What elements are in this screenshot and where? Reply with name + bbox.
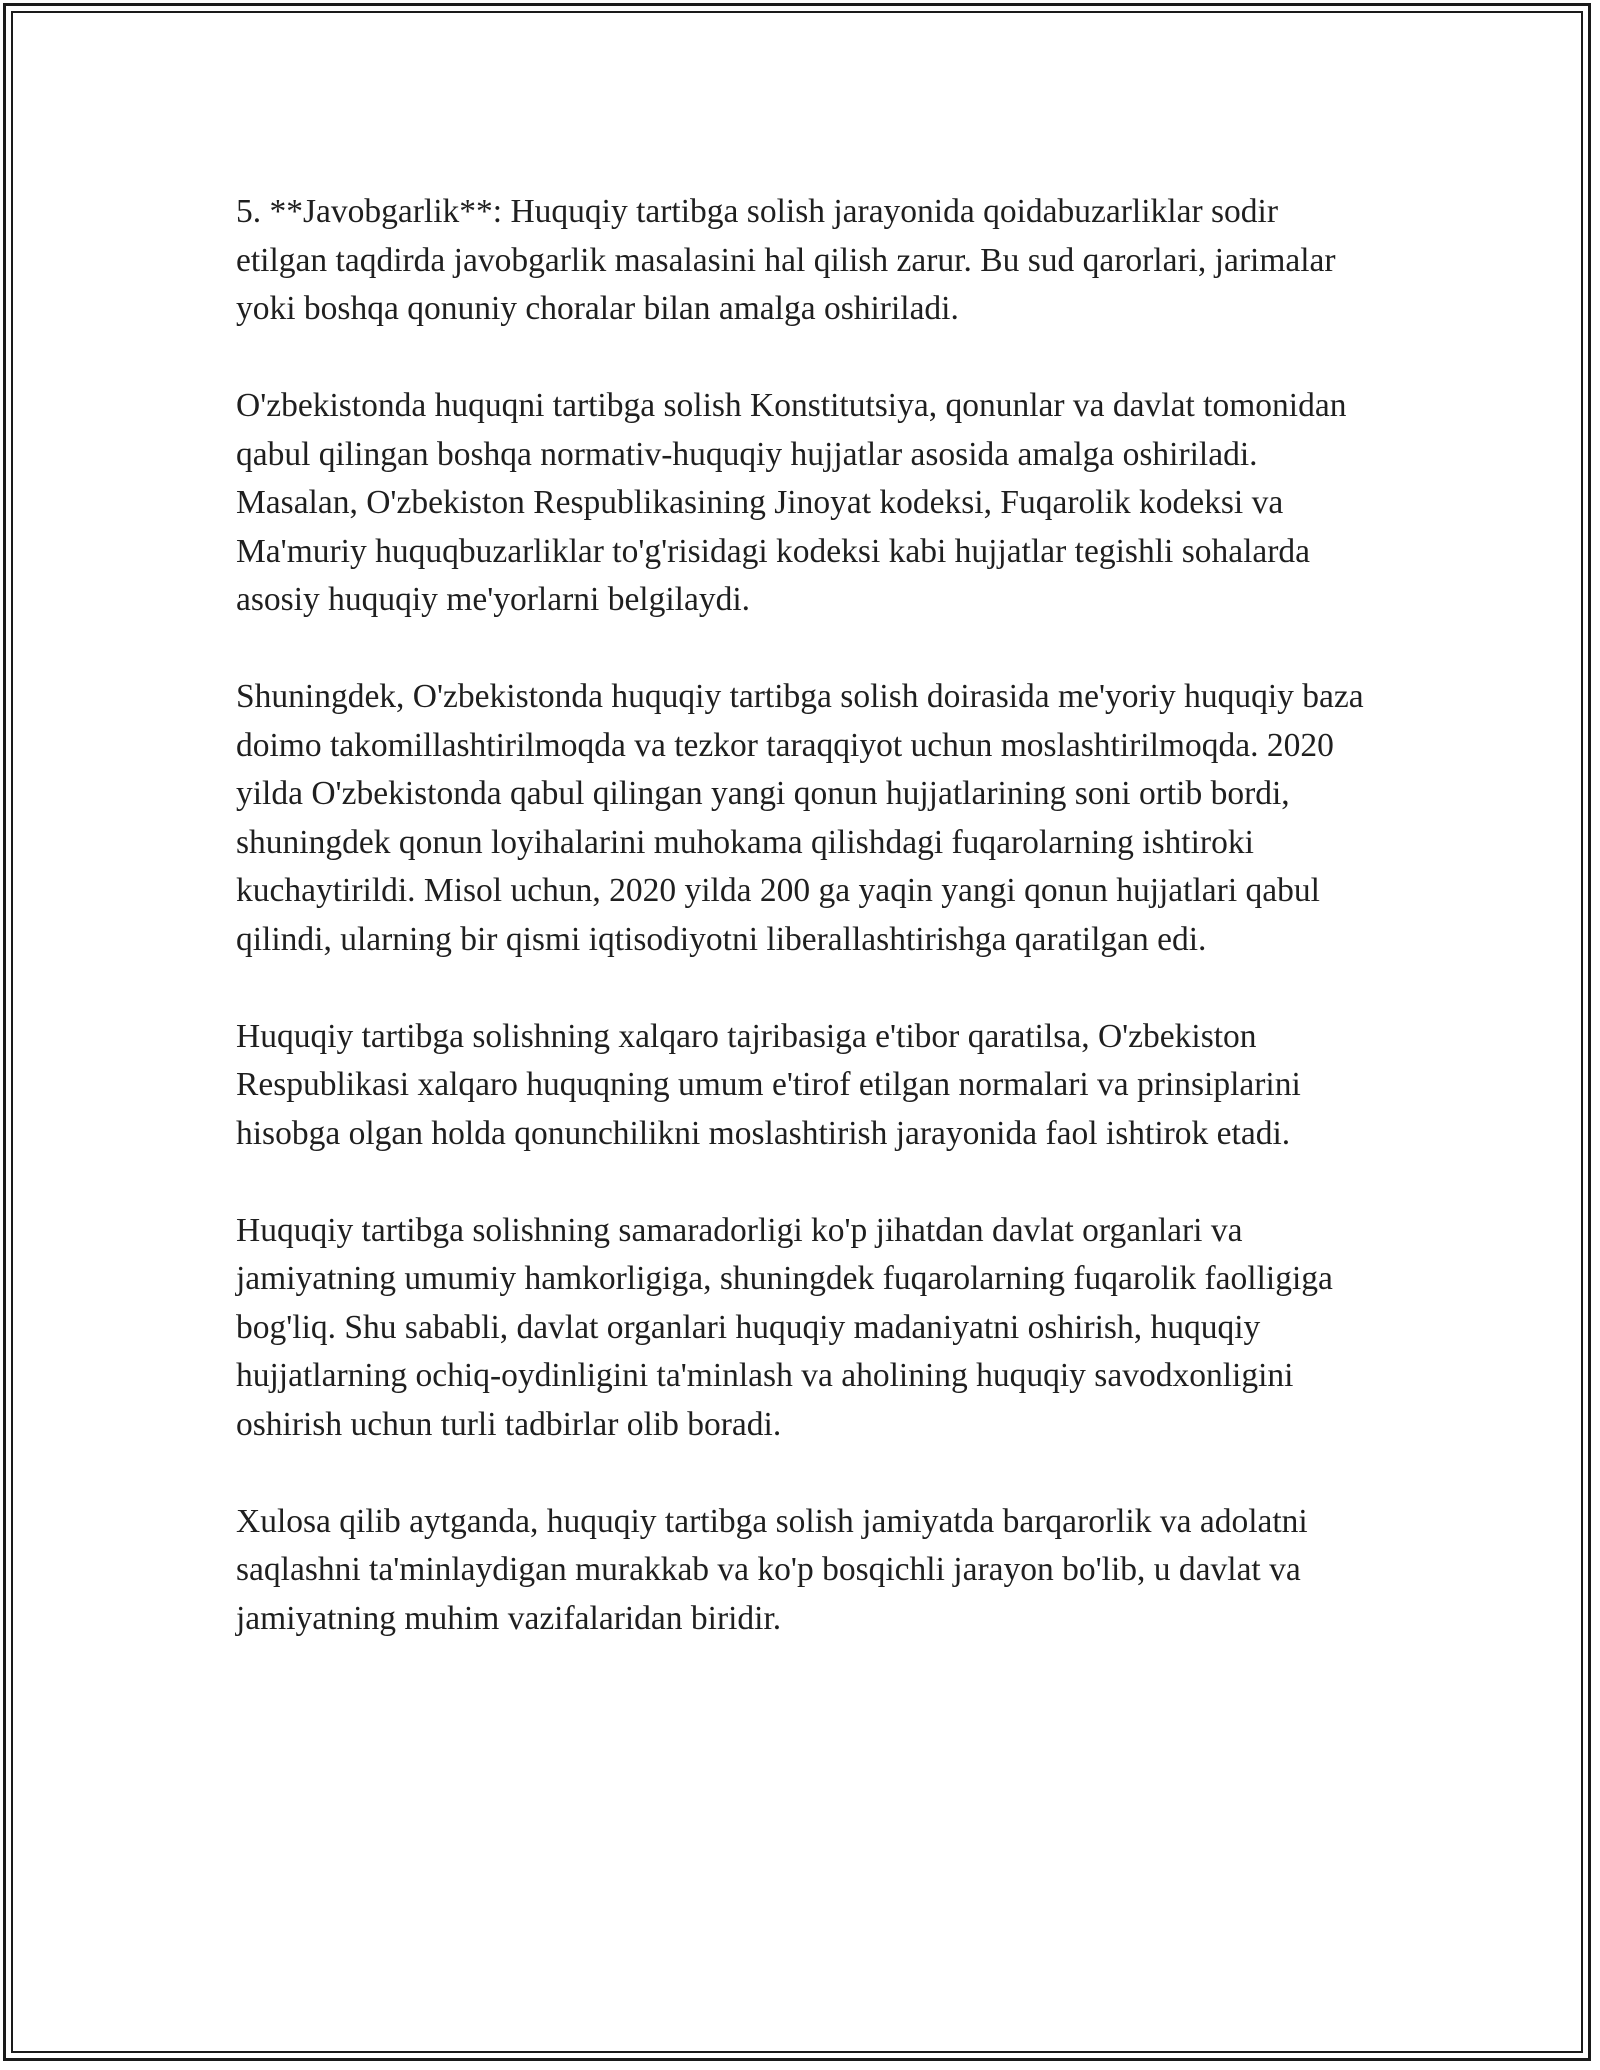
paragraph-legal-basis: O'zbekistonda huquqni tartibga solish Konstitutsiya, qonunlar va davlat tomonidan qabul qilingan boshqa normativ-huquqiy hujjatlar asosida amalga oshiriladi. Masalan, O'zbekiston Respublikasining Jinoyat kodeksi, Fuqarolik kodeksi va Ma'muriy huquqbuzarliklar to'g'risidagi kodeksi kabi hujjatlar tegishli sohalarda asosiy huquqiy me'yorlarni belgilaydi. xyxy=(236,387,1347,618)
paragraph-effectiveness: Huquqiy tartibga solishning samaradorligi ko'p jihatdan davlat organlari va jamiyatning umumiy hamkorligiga, shuningdek fuqarolarning fuqarolik faolligiga bog'liq. Shu sababli, davlat organlari huquqiy madaniyatni oshirish, huquqiy hujjatlarning ochiq-oydinligini ta'minlash va aholining huquqiy savodxonligini oshirish uchun turli tadbirlar olib boradi. xyxy=(236,1211,1333,1443)
document-body xyxy=(236,188,1376,1643)
paragraph-conclusion: Xulosa qilib aytganda, huquqiy tartibga solish jamiyatda barqarorlik va adolatni saqlashni ta'minlaydigan murakkab va ko'p bosqichli jarayon bo'lib, u davlat va jamiyatning muhim vazifalaridan biridir. xyxy=(236,1502,1308,1637)
paragraph-liability: 5. **Javobgarlik**: Huquqiy tartibga solish jarayonida qoidabuzarliklar sodir etilgan taqdirda javobgarlik masalasini hal qilish zarur. Bu sud qarorlari, jarimalar yoki boshqa qonuniy choralar bilan amalga oshiriladi. xyxy=(236,193,1336,327)
paragraph-reforms: Shuningdek, O'zbekistonda huquqiy tartibga solish doirasida me'yoriy huquqiy baza doimo takomillashtirilmoqda va tezkor taraqqiyot uchun moslashtirilmoqda. 2020 yilda O'zbekistonda qabul qilingan yangi qonun hujjatlarining soni ortib bordi, shuningdek qonun loyihalarini muhokama qilishdagi fuqarolarning ishtiroki kuchaytirildi. Misol uchun, 2020 yilda 200 ga yaqin yangi qonun hujjatlari qabul qilindi, ularning bir qismi iqtisodiyotni liberallashtirishga qaratilgan edi. xyxy=(236,678,1364,958)
paragraph-international: Huquqiy tartibga solishning xalqaro tajribasiga e'tibor qaratilsa, O'zbekiston Respublikasi xalqaro huquqning umum e'tirof etilgan normalari va prinsiplarini hisobga olgan holda qonunchilikni moslashtirish jarayonida faol ishtirok etadi. xyxy=(236,1017,1301,1152)
